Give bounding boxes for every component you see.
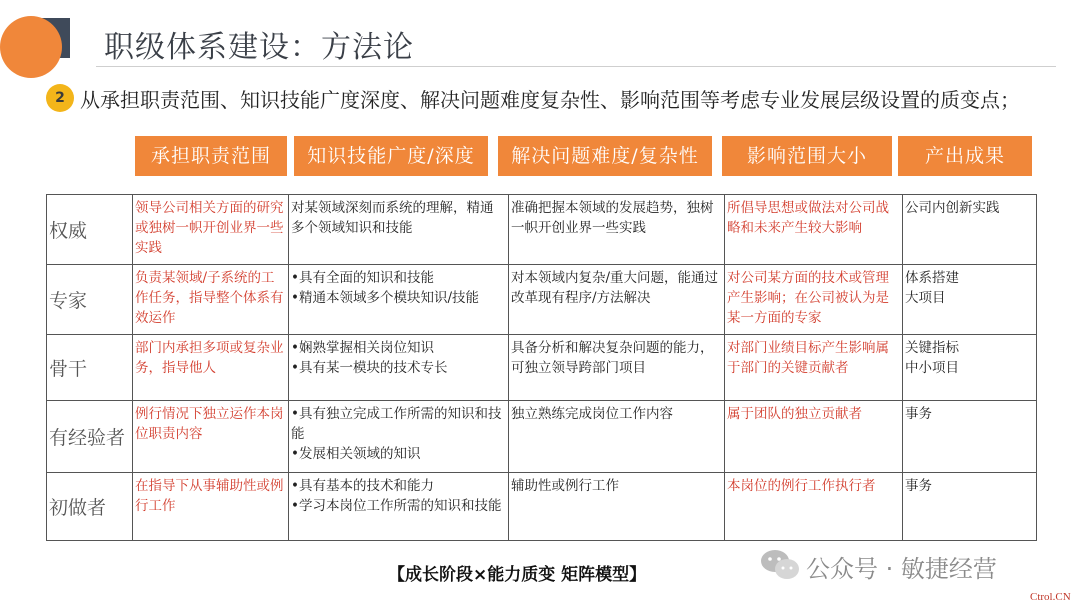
table-row [47, 401, 1037, 473]
cell-line: 大项目 [905, 290, 946, 306]
table-row [47, 265, 1037, 335]
cell-line: •具有某一模块的技术专长 [291, 360, 448, 376]
cell-line: 辅助性或例行工作 [511, 478, 619, 494]
title-divider [96, 66, 1056, 67]
cell-line: •发展相关领域的知识 [291, 446, 421, 462]
cell-level: 骨干 [47, 335, 133, 401]
cell-problem [509, 195, 725, 265]
cell-line: 中小项目 [905, 360, 959, 376]
corner-mark: Ctrol.CN [1030, 591, 1071, 603]
table-row [47, 195, 1037, 265]
cell-impact [725, 401, 903, 473]
cell-line: •学习本岗位工作所需的知识和技能 [291, 498, 502, 514]
cell-level: 有经验者 [47, 401, 133, 473]
cell-line: 独立熟练完成岗位工作内容 [511, 406, 673, 422]
logo-circle [0, 16, 62, 78]
cell-impact [725, 265, 903, 335]
cell-line: 对部门业绩目标产生影响属于部门的关键贡献者 [727, 340, 889, 376]
cell-line: •具有基本的技术和能力 [291, 478, 434, 494]
cell-responsibility [133, 195, 289, 265]
cell-line: 所倡导思想或做法对公司战略和未来产生较大影响 [727, 200, 889, 236]
table-row [47, 473, 1037, 541]
page-title: 职级体系建设：方法论 [104, 30, 414, 65]
cell-line: •娴熟掌握相关岗位知识 [291, 340, 434, 356]
cell-knowledge [289, 265, 509, 335]
cell-line: •精通本领域多个模块知识/技能 [291, 290, 480, 306]
table-row [47, 335, 1037, 401]
header-output: 产出成果 [898, 136, 1032, 176]
cell-line: 公司内创新实践 [905, 200, 1000, 216]
cell-line: •具有全面的知识和技能 [291, 270, 434, 286]
cell-impact [725, 473, 903, 541]
cell-level: 专家 [47, 265, 133, 335]
cell-responsibility [133, 401, 289, 473]
cell-knowledge [289, 401, 509, 473]
matrix-table [46, 194, 1037, 541]
cell-impact [725, 195, 903, 265]
step-badge: 2 [46, 84, 74, 112]
cell-knowledge [289, 335, 509, 401]
cell-responsibility [133, 335, 289, 401]
cell-line: 体系搭建 [905, 270, 959, 286]
cell-output [903, 473, 1037, 541]
cell-line: 对公司某方面的技术或管理产生影响；在公司被认为是某一方面的专家 [727, 270, 889, 326]
cell-responsibility [133, 473, 289, 541]
cell-line: 具备分析和解决复杂问题的能力，可独立领导跨部门项目 [511, 340, 714, 376]
header-knowledge: 知识技能广度/深度 [294, 136, 488, 176]
cell-problem [509, 473, 725, 541]
cell-knowledge [289, 195, 509, 265]
subtitle: 从承担职责范围、知识技能广度深度、解决问题难度复杂性、影响范围等考虑专业发展层级设置的质变点； [80, 88, 1020, 112]
cell-line: 部门内承担多项或复杂业务，指导他人 [135, 340, 284, 376]
wechat-icon [760, 548, 800, 582]
cell-line: 准确把握本领域的发展趋势，独树一帜开创业界一些实践 [511, 200, 714, 236]
cell-line: 例行情况下独立运作本岗位职责内容 [135, 406, 284, 442]
cell-output [903, 335, 1037, 401]
cell-problem [509, 401, 725, 473]
watermark-text: 公众号 · 敏捷经营 [806, 555, 997, 583]
cell-knowledge [289, 473, 509, 541]
header-problem: 解决问题难度/复杂性 [498, 136, 712, 176]
cell-problem [509, 335, 725, 401]
cell-problem [509, 265, 725, 335]
cell-line: 属于团队的独立贡献者 [727, 406, 862, 422]
cell-line: 事务 [905, 478, 932, 494]
cell-level: 初做者 [47, 473, 133, 541]
cell-output [903, 195, 1037, 265]
caption: 【成长阶段×能力质变 矩阵模型】 [388, 565, 647, 585]
cell-responsibility [133, 265, 289, 335]
header-responsibility: 承担职责范围 [135, 136, 287, 176]
cell-line: 关键指标 [905, 340, 959, 356]
cell-line: •具有独立完成工作所需的知识和技能 [291, 406, 502, 442]
cell-line: 对本领域内复杂/重大问题，能通过改革现有程序/方法解决 [511, 270, 719, 306]
cell-line: 事务 [905, 406, 932, 422]
cell-output [903, 265, 1037, 335]
cell-line: 负责某领域/子系统的工作任务，指导整个体系有效运作 [135, 270, 284, 326]
cell-impact [725, 335, 903, 401]
cell-line: 本岗位的例行工作执行者 [727, 478, 876, 494]
cell-output [903, 401, 1037, 473]
cell-line: 对某领域深刻而系统的理解，精通多个领域知识和技能 [291, 200, 494, 236]
cell-level: 权威 [47, 195, 133, 265]
header-impact: 影响范围大小 [722, 136, 892, 176]
cell-line: 在指导下从事辅助性或例行工作 [135, 478, 284, 514]
cell-line: 领导公司相关方面的研究或独树一帜开创业界一些实践 [135, 200, 284, 256]
